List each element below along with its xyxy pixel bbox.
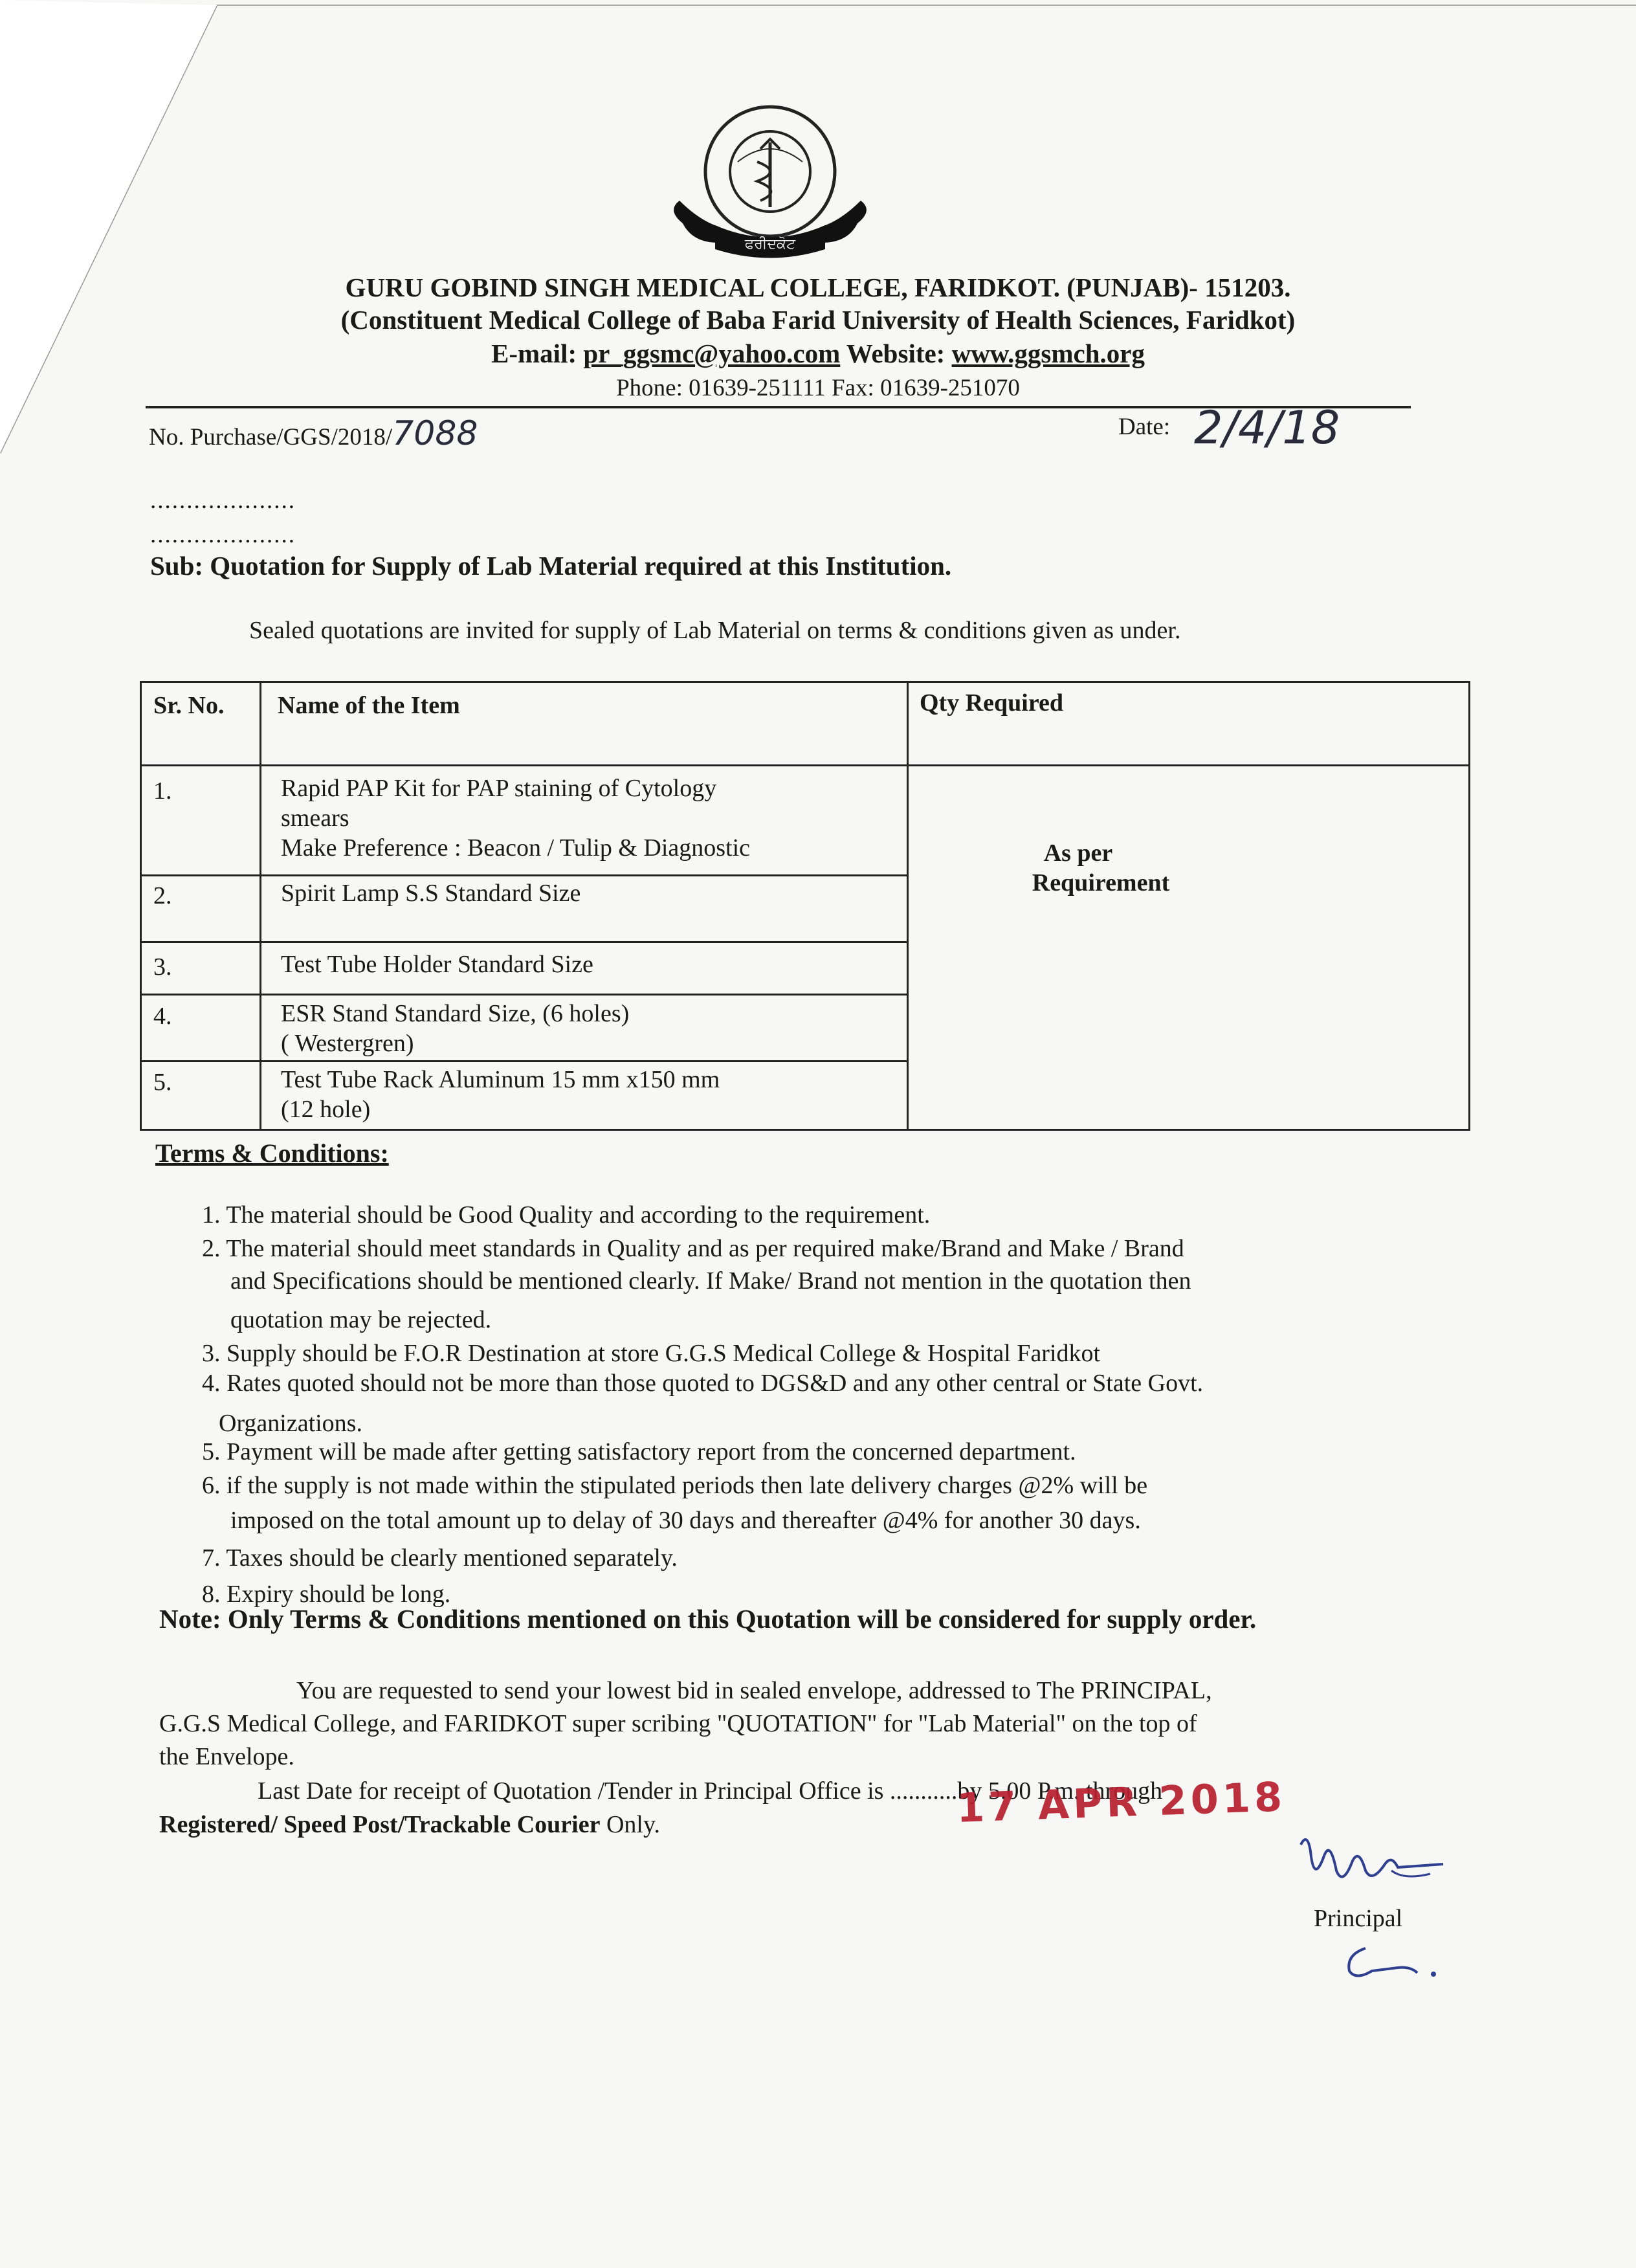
item-line: Make Preference : Beacon / Tulip & Diagnostic [281, 834, 751, 862]
items-table [140, 681, 1470, 1131]
note-line: Note: Only Terms & Conditions mentioned on this Quotation will be considered for supply order. [159, 1604, 1257, 1634]
table-header-qty: Qty Required [920, 689, 1064, 717]
college-affiliation: (Constituent Medical College of Baba Farid University of Health Sciences, Faridkot) [340, 305, 1296, 335]
term-line: 3. Supply should be F.O.R Destination at store G.G.S Medical College & Hospital Faridkot [202, 1340, 1101, 1367]
terms-heading: Terms & Conditions: [155, 1139, 389, 1168]
email-label: E-mail: [491, 339, 577, 368]
closing-line-1: You are requested to send your lowest bid in sealed envelope, addressed to The PRINCIPAL, [296, 1677, 1212, 1704]
table-row-divider [142, 874, 907, 876]
table-row-3-sr: 3. [153, 953, 172, 981]
subject-line: Sub: Quotation for Supply of Lab Material required at this Institution. [150, 551, 952, 581]
received-date-stamp: 17 APR 2018 [955, 1773, 1287, 1832]
signatory-title: Principal [1314, 1905, 1403, 1932]
college-name: GURU GOBIND SINGH MEDICAL COLLEGE, FARIDKOT. (PUNJAB)- 151203. [345, 272, 1291, 302]
reference-handwritten: 7088 [392, 414, 478, 453]
date-label: Date: [1118, 414, 1171, 440]
table-row-5-item [281, 1065, 720, 1124]
table-row-divider [142, 941, 907, 943]
item-line: ESR Stand Standard Size, (6 holes) [281, 1000, 630, 1027]
delivery-modes: Registered/ Speed Post/Trackable Courier [159, 1811, 601, 1838]
table-row-5-sr: 5. [153, 1069, 172, 1096]
item-line: smears [281, 805, 349, 832]
reference-number [149, 414, 478, 453]
qty-line: Requirement [1032, 869, 1170, 896]
table-row-1-sr: 1. [153, 777, 172, 805]
term-line: 2. The material should meet standards in Quality and as per required make/Brand and Make / Brand [202, 1235, 1184, 1262]
closing-line-5 [159, 1810, 660, 1839]
qty-line: As per [1043, 839, 1113, 867]
table-row-2-sr: 2. [153, 882, 172, 909]
closing-only: Only. [600, 1811, 660, 1838]
reference-label: No. Purchase/GGS/2018/ [149, 424, 393, 450]
closing-line-3: the Envelope. [159, 1743, 294, 1770]
address-line-1: .................... [150, 487, 296, 514]
term-line: 5. Payment will be made after getting satisfactory report from the concerned department. [202, 1438, 1076, 1465]
table-row-divider [142, 764, 1468, 766]
item-line: Rapid PAP Kit for PAP staining of Cytology [281, 775, 717, 802]
intro-paragraph: Sealed quotations are invited for supply of Lab Material on terms & conditions given as under. [249, 617, 1181, 644]
date-handwritten: 2/4/18 [1194, 401, 1340, 454]
term-line: 8. Expiry should be long. [202, 1581, 451, 1608]
address-line-2: .................... [150, 522, 296, 548]
term-line: Organizations. [219, 1410, 362, 1437]
table-header-sr: Sr. No. [153, 692, 225, 719]
term-line: 4. Rates quoted should not be more than those quoted to DGS&D and any other central or State Govt. [202, 1370, 1204, 1397]
college-logo [654, 97, 887, 272]
term-line: 6. if the supply is not made within the stipulated periods then late delivery charges @2% will be [202, 1472, 1148, 1499]
term-line: and Specifications should be mentioned clearly. If Make/ Brand not mention in the quotation then [230, 1267, 1191, 1295]
item-line: Test Tube Rack Aluminum 15 mm x150 mm [281, 1066, 720, 1093]
item-line: (12 hole) [281, 1096, 371, 1123]
closing-line-2: G.G.S Medical College, and FARIDKOT super scribing "QUOTATION" for "Lab Material" on the top of [159, 1710, 1197, 1737]
table-row-4-sr: 4. [153, 1003, 172, 1030]
website-link[interactable]: www.ggsmch.org [951, 339, 1145, 368]
table-header-item: Name of the Item [278, 692, 460, 719]
closing-line-4: Last Date for receipt of Quotation /Tender in Principal Office is ...........by 5.00 P.m. through [258, 1777, 1163, 1805]
table-row-2-item: Spirit Lamp S.S Standard Size [281, 880, 581, 907]
term-line: 1. The material should be Good Quality and according to the requirement. [202, 1201, 931, 1228]
table-col-divider [907, 683, 909, 1129]
table-row-1-item [281, 773, 750, 863]
email-link[interactable]: pr_ggsmc@yahoo.com [583, 339, 841, 368]
logo-ribbon-text: ਫਰੀਦਕੋਟ [744, 236, 796, 252]
phone-fax: Phone: 01639-251111 Fax: 01639-251070 [616, 375, 1020, 401]
table-row-4-item [281, 999, 629, 1058]
initials-signature [1340, 1935, 1456, 1987]
term-line: quotation may be rejected. [230, 1306, 492, 1333]
item-line: ( Westergren) [281, 1030, 414, 1057]
principal-signature [1294, 1825, 1456, 1903]
term-line: imposed on the total amount up to delay of 30 days and thereafter @4% for another 30 days. [230, 1507, 1141, 1534]
qty-required-value [991, 838, 1211, 898]
table-row-divider [142, 1060, 907, 1062]
term-line: 7. Taxes should be clearly mentioned separately. [202, 1544, 678, 1572]
contact-line [0, 338, 1636, 369]
table-row-3-item: Test Tube Holder Standard Size [281, 951, 593, 978]
website-label: Website: [846, 339, 945, 368]
table-row-divider [142, 994, 907, 995]
